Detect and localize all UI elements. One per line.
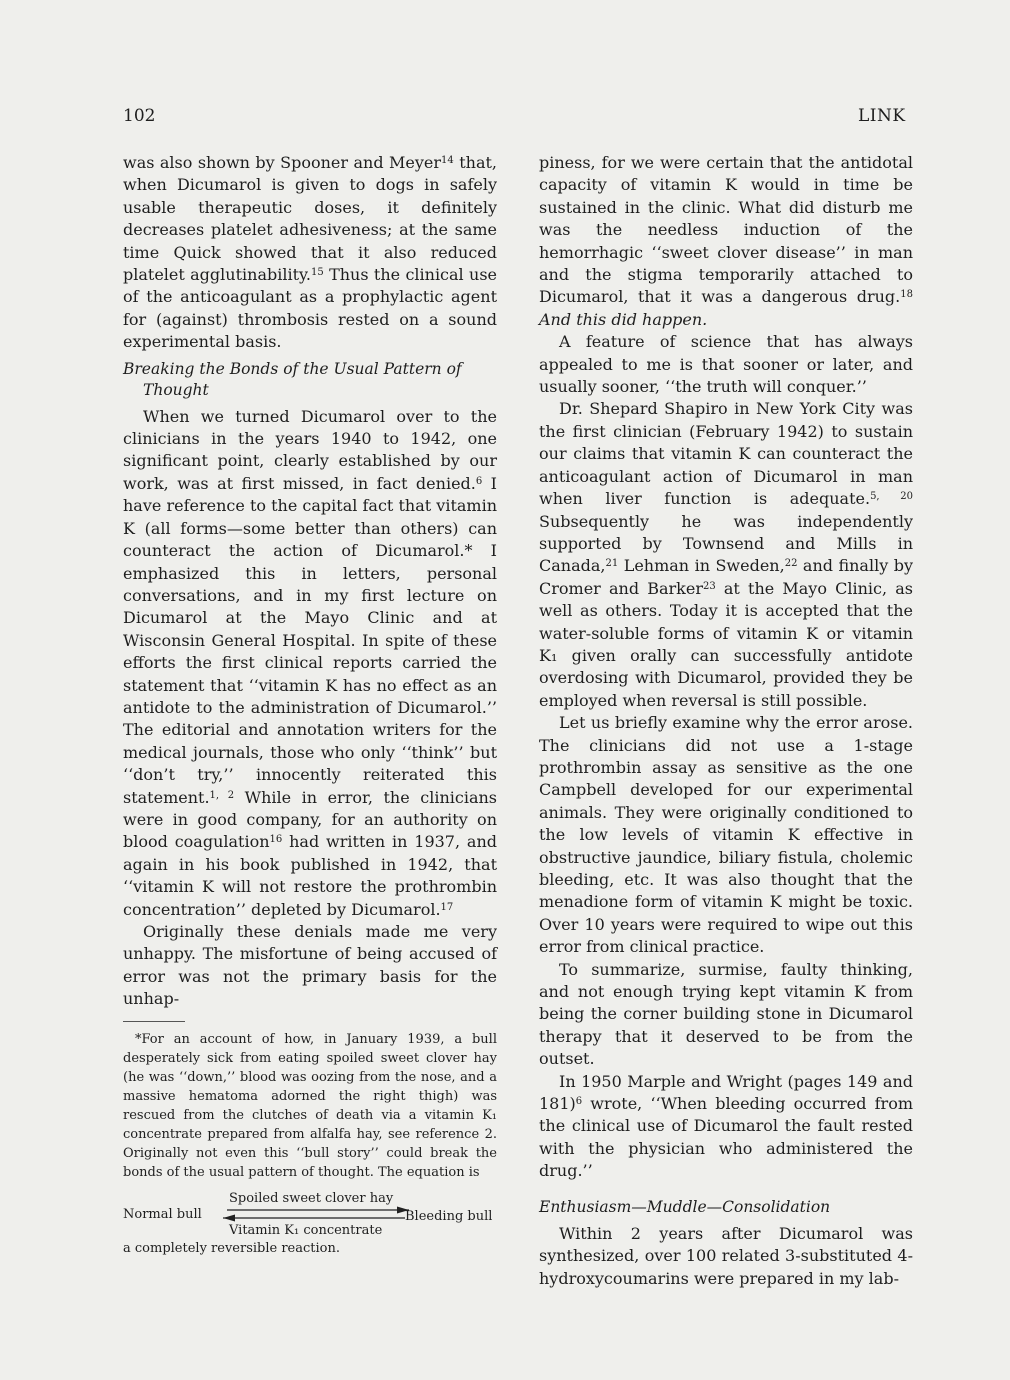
- text: was also shown by Spooner and Meyer: [123, 153, 442, 172]
- paragraph: [539, 152, 913, 331]
- citation: 21: [605, 558, 619, 570]
- paragraph: Within 2 years after Dicumarol was synthesized, over 100 related 3-substituted 4-hydroxycoumarins were prepared in my lab-: [539, 1223, 913, 1288]
- citation: 15: [311, 267, 324, 279]
- citation: 16: [269, 834, 283, 846]
- text: that, when Dicumarol is given to dogs in safely usable therapeutic doses, it definitely decreases platelet adhesiveness; at the same time Quick showed that it also reduced platelet agglutinability.: [123, 153, 497, 285]
- text: Subsequently he was independently supported by Townsend and Mills in Canada,: [539, 511, 913, 576]
- running-head: LINK: [858, 106, 906, 126]
- citation: 1, 2: [209, 789, 235, 801]
- equation-bottom-label: Vitamin K₁ concentrate: [229, 1222, 383, 1238]
- paragraph: [539, 1071, 913, 1183]
- text: Dr. Shepard Shapiro in New York City was the first clinician (February 1942) to sustain our claims that vitamin K can counteract the anticoagulant action of Dicumarol in man when liver function is adequate.: [539, 399, 913, 509]
- citation: 23: [702, 580, 716, 592]
- text: had written in 1937, and again in his book published in 1942, that ‘‘vitamin K will not restore the prothrombin concentration’’ depleted by Dicumarol.: [123, 832, 498, 919]
- text: While in error, the clinicians were in good company, for an authority on blood coagulation: [123, 787, 497, 852]
- text: Lehman in Sweden,: [618, 556, 785, 576]
- paragraph: Originally these denials made me very unhappy. The misfortune of being accused of error was not the primary basis for the unhap-: [123, 922, 497, 1009]
- footnote-end: a completely reversible reaction.: [123, 1240, 340, 1256]
- text: When we turned Dicumarol over to the clinicians in the years 1940 to 1942, one significant point, clearly established by our work, was at first missed, in fact denied.: [123, 406, 497, 493]
- citation: 17: [440, 901, 454, 913]
- text: piness, for we were certain that the antidotal capacity of vitamin K would in time be sustained in the clinic. What did disturb me was the needless induction of the hemorrhagic ‘‘sweet clover disease’’ in man and the stigma temporarily attached to Dicumarol, that it was a dangerous drug.: [539, 153, 913, 307]
- text: In 1950 Marple and Wright (pages 149 and 181): [539, 1071, 913, 1114]
- citation: 6: [475, 475, 483, 487]
- equation-right-label: Bleeding bull: [405, 1208, 493, 1224]
- text: I have reference to the capital fact that vitamin K (all forms—some better than others) can counteract the action of Dicumarol.* I emphasized this in letters, personal conversations, and in my first lecture on Dicumarol at the Mayo Clinic and at Wisconsin General Hospital. In spite of these efforts the first clinical reports carried the statement that ‘‘vitamin K has no effect as an antidote to the administration of Dicumarol.’’ The editorial and annotation writers for the medical journals, those who only ‘‘think’’ but ‘‘don’t try,’’ innocently reiterated this statement.: [123, 473, 498, 807]
- paragraph: Let us briefly examine why the error arose. The clinicians did not use a 1-stage prothrombin assay as sensitive as the one Campbell developed for our experimental animals. They were originally conditioned to the low levels of vitamin K effective in obstructive jaundice, biliary fistula, cholemic bleeding, etc. It was also thought that the menadione form of vitamin K might be toxic. Over 10 years were required to wipe out this error from clinical practice.: [539, 713, 913, 957]
- footnote-rule: [123, 1021, 185, 1022]
- text: and finally by Cromer and Barker: [539, 556, 913, 598]
- paragraph: [123, 406, 497, 921]
- left-column: [123, 152, 497, 1258]
- paragraph: A feature of science that has always appealed to me is that sooner or later, and usually sooner, ‘‘the truth will conquer.’’: [539, 332, 913, 397]
- text: Thus the clinical use of the anticoagulant as a prophylactic agent for (against) thrombosis rested on a sound experimental basis.: [123, 265, 497, 352]
- citation: 6: [575, 1096, 583, 1108]
- text: wrote, ‘‘When bleeding occurred from the clinical use of Dicumarol the fault rested with the physician who administered the drug.’’: [539, 1094, 913, 1181]
- equation-top-label: Spoiled sweet clover hay: [229, 1190, 394, 1206]
- section-heading: Breaking the Bonds of the Usual Pattern of Thought: [123, 359, 462, 399]
- citation: 5, 20: [870, 491, 913, 503]
- citation: 18: [900, 289, 913, 301]
- reaction-equation: [123, 1186, 497, 1240]
- paragraph: To summarize, surmise, faulty thinking, and not enough trying kept vitamin K from being the corner building stone in Dicumarol therapy that it deserved to be from the outset.: [539, 959, 913, 1069]
- right-column: [539, 152, 913, 1290]
- paragraph: [539, 398, 913, 712]
- equation-left-label: Normal bull: [123, 1206, 202, 1222]
- citation: 22: [784, 558, 798, 570]
- emphasis-text: And this did happen.: [539, 309, 708, 329]
- page-number: 102: [123, 106, 156, 126]
- paragraph: [123, 152, 497, 354]
- section-heading: Enthusiasm—Muddle—Consolidation: [539, 1197, 831, 1216]
- citation: 14: [441, 155, 454, 166]
- text: at the Mayo Clinic, as well as others. Today it is accepted that the water-soluble forms of vitamin K or vitamin K₁ given orally can successfully antidote overdosing with Dicumarol, provided they be employed when reversal is still possible.: [539, 578, 913, 710]
- footnote: *For an account of how, in January 1939, a bull desperately sick from eating spoiled sweet clover hay (he was ‘‘down,’’ blood was oozing from the nose, and a massive hematoma adorned the right thigh) was rescued from the clutches of death via a vitamin K₁ concentrate prepared from alfalfa hay, see reference 2. Originally not even this ‘‘bull story’’ could break the bonds of the usual pattern of thought. The equation is: [123, 1031, 497, 1180]
